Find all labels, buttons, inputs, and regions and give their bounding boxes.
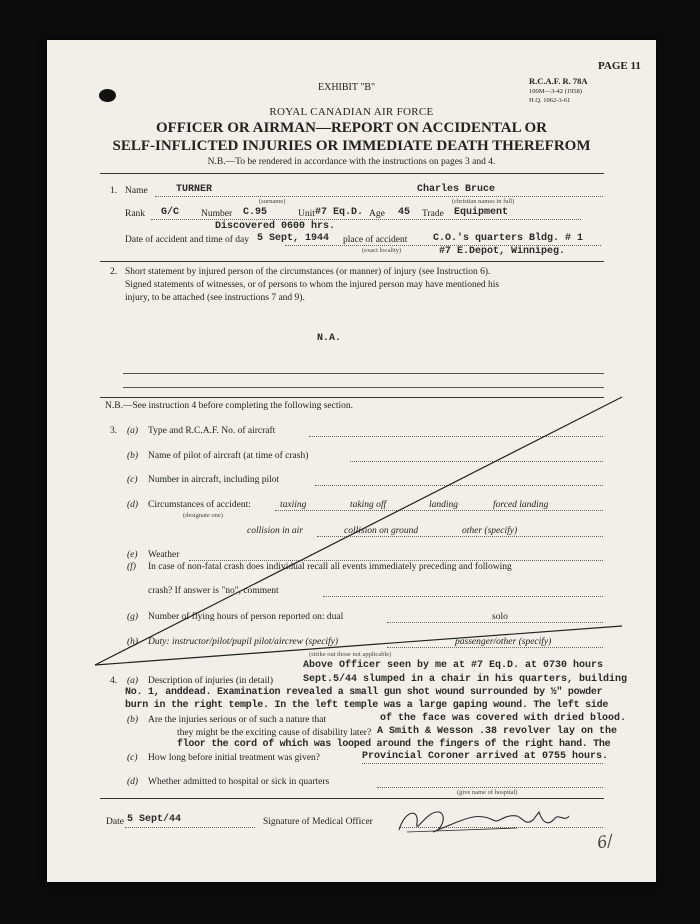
- unit-label: Unit: [298, 209, 315, 219]
- rank-value: G/C: [161, 207, 180, 218]
- injury-description-line-1: Above Officer seen by me at #7 Eq.D. at 0730 hours: [303, 660, 604, 671]
- option-collision-in-air: collision in air: [247, 526, 303, 536]
- handwritten-initials: 6/: [595, 830, 615, 853]
- discovered-time: Discovered 0600 hrs.: [215, 221, 336, 232]
- accident-date: 5 Sept, 1944: [257, 233, 330, 244]
- treatment-time-label: How long before initial treatment was given?: [148, 753, 321, 763]
- unit-value: #7 Eq.D.: [315, 207, 364, 218]
- injury-description-line-5: of the face was covered with dried blood.: [380, 713, 627, 724]
- surname-caption: (surname): [259, 198, 286, 205]
- christian-names-value: Charles Bruce: [417, 184, 496, 195]
- form-note: N.B.—To be rendered in accordance with the instructions on pages 3 and 4.: [207, 157, 496, 167]
- exhibit-label: EXHIBIT "B": [318, 82, 376, 93]
- place-caption: (exact locality): [362, 247, 402, 254]
- option-taking-off: taking off: [350, 500, 387, 510]
- form-title-line-2: SELF-INFLICTED INJURIES OR IMMEDIATE DEATH THEREFROM: [112, 138, 591, 154]
- section-3-number: 3.: [110, 426, 118, 436]
- hq-number: H.Q. 1062-3-61: [529, 97, 571, 104]
- option-landing: landing: [429, 500, 459, 510]
- section-2-number: 2.: [110, 267, 118, 277]
- aircraft-type-label: Type and R.C.A.F. No. of aircraft: [148, 426, 276, 436]
- weather-label: Weather: [148, 550, 180, 560]
- section-4-number: 4.: [110, 676, 118, 686]
- section-3-note: N.B.—See instruction 4 before completing the following section.: [105, 401, 354, 411]
- section-2-line-3: injury, to be attached (see instructions 7 and 9).: [125, 293, 305, 303]
- option-other: other (specify): [462, 526, 518, 536]
- date-label: Date: [106, 817, 124, 827]
- section-2-line-1: Short statement by injured person of the circumstances (or manner) of injury (see Instruction 6).: [125, 267, 491, 277]
- trade-value: Equipment: [454, 207, 509, 218]
- trade-label: Trade: [422, 209, 444, 219]
- rank-label: Rank: [125, 209, 146, 219]
- pilot-name-label: Name of pilot of aircraft (at time of crash): [148, 451, 309, 461]
- treatment-time-value: Provincial Coroner arrived at 0755 hours.: [362, 751, 609, 762]
- signature-label: Signature of Medical Officer: [263, 817, 373, 827]
- organization-name: ROYAL CANADIAN AIR FORCE: [269, 106, 434, 118]
- number-value: C.95: [243, 207, 268, 218]
- option-taxiing: taxiing: [280, 500, 307, 510]
- form-number: R.C.A.F. R. 78A: [529, 76, 588, 86]
- age-label: Age: [369, 209, 385, 219]
- report-form-page: PAGE 11 EXHIBIT "B" R.C.A.F. R. 78A 100M—3-42 (1958) H.Q. 1062-3-61 ROYAL CANADIAN AIR FORCE OFFICER OR AIRMAN—REPORT ON ACCIDENTAL OR SELF-INFLICTED INJURIES OR IMMEDIATE DEATH THEREFROM N.B.—To be rendered in accordance with the instructions on pages 3 and 4. 1. Name TURNER Charles Bruce (surname) (christian names in full) Rank G/C Number C.95 Unit #7 Eq.D. Age 45 Trade Equipment Discovered 0600 hrs. Date of accident and time of day 5 Sept, 1944 place of accident C.O.'s quarters Bldg. # 1 (exact locality) #7 E.Depot, Winnipeg. 2. Short statement by injured person of the circumstances (or manner) of injury (see Instruction 6). Signed statements of witnesses, or of persons to whom the injured person may have mentioned his injury, to be attached (see instructions 7 and 9). N.A. N.B.—See instruction 4 before completing the following section. 3. (a) Type and R.C.A.F. No. of aircraft (b) Name of pilot of aircraft (at time of crash) (c) Number in aircraft, including pilot (d) Circumstances of accident: (designate one) taxiing taking off landing forced landing collision in air collision on ground other (specify) (e) Weather (f) In case of non-fatal crash does individual recall all events immediately preceding and following crash? If answer is "no", comment (g) Number of flying hours of person reported on: dual solo (h) Duty: instructor/pilot/pupil pilot/aircrew (specify) passenger/other (specify) (strike out those not applicable) Above Officer seen by me at #7 Eq.D. at 0730 hours 4. (a) Description of injuries (in detail) Sept.5/44 slumped in a chair in his quarters, building No. 1, anddead. Examination revealed a small gun shot wound surrounded by ½" powder burn in the right temple. In the left temple was a large gaping wound. The left side (b) Are the injuries serious or of such a nature that of the face was covered with dried blood. they might be the exciting cause of disability later? A Smith & Wesson .38 revolver lay on the floor the cord of which was looped around the fingers of the right hand. The (c) How long before initial treatment was given? Provincial Coroner arrived at 0755 hours. (d) Whether admitted to hospital or sick in quarters (give name of hospital) Date 5 Sept/44 Signature of Medical Officer 6/: [47, 40, 656, 882]
- number-in-aircraft-label: Number in aircraft, including pilot: [148, 475, 280, 485]
- name-label: Name: [125, 186, 148, 196]
- place-line-2: #7 E.Depot, Winnipeg.: [439, 246, 566, 257]
- duty-label: Duty: instructor/pilot/pupil pilot/aircrew (specify): [148, 637, 339, 647]
- strike-lines: [47, 40, 656, 882]
- place-line-1: C.O.'s quarters Bldg. # 1: [433, 233, 584, 244]
- form-title-line-1: OFFICER OR AIRMAN—REPORT ON ACCIDENTAL OR: [155, 120, 548, 136]
- section-2-line-2: Signed statements of witnesses, or of persons to whom the injured person may have mentioned his: [125, 280, 500, 290]
- option-forced-landing: forced landing: [493, 500, 549, 510]
- number-label: Number: [201, 209, 233, 219]
- injury-description-line-3: No. 1, anddead. Examination revealed a small gun shot wound surrounded by ½" powder: [125, 687, 603, 698]
- circumstances-label: Circumstances of accident:: [148, 500, 251, 510]
- designate-caption: (designate one): [183, 512, 223, 519]
- serious-injury-label-1: Are the injuries serious or of such a nature that: [148, 715, 327, 725]
- flying-hours-label: Number of flying hours of person reported on: dual: [148, 612, 344, 622]
- hospital-caption: (give name of hospital): [457, 789, 518, 796]
- recall-label-line-1: In case of non-fatal crash does individual recall all events immediately preceding and following: [148, 562, 512, 572]
- hospital-label: Whether admitted to hospital or sick in quarters: [148, 777, 330, 787]
- recall-label-line-2: crash? If answer is "no", comment: [148, 586, 279, 596]
- date-time-label: Date of accident and time of day: [125, 235, 249, 245]
- injury-description-line-2: Sept.5/44 slumped in a chair in his quarters, building: [303, 674, 628, 685]
- duty-passenger-label: passenger/other (specify): [455, 637, 552, 647]
- age-value: 45: [398, 207, 411, 218]
- injury-description-line-6: A Smith & Wesson .38 revolver lay on the: [377, 726, 618, 737]
- report-date: 5 Sept/44: [127, 814, 182, 825]
- serious-injury-label-2: they might be the exciting cause of disability later?: [177, 728, 372, 738]
- injury-description-label: Description of injuries (in detail): [148, 676, 274, 686]
- christian-caption: (christian names in full): [452, 198, 515, 205]
- injury-description-line-4: burn in the right temple. In the left temple was a large gaping wound. The left side: [125, 700, 609, 711]
- surname-value: TURNER: [176, 184, 213, 195]
- place-label: place of accident: [343, 235, 408, 245]
- page-number: PAGE 11: [598, 60, 641, 72]
- option-collision-on-ground: collision on ground: [344, 526, 419, 536]
- injury-description-line-7: floor the cord of which was looped around the fingers of the right hand. The: [177, 739, 611, 750]
- section-2-answer: N.A.: [317, 333, 342, 344]
- flying-hours-solo-label: solo: [492, 612, 508, 622]
- section-1-number: 1.: [110, 186, 118, 196]
- print-code: 100M—3-42 (1958): [529, 88, 582, 95]
- strike-caption: (strike out those not applicable): [309, 651, 392, 658]
